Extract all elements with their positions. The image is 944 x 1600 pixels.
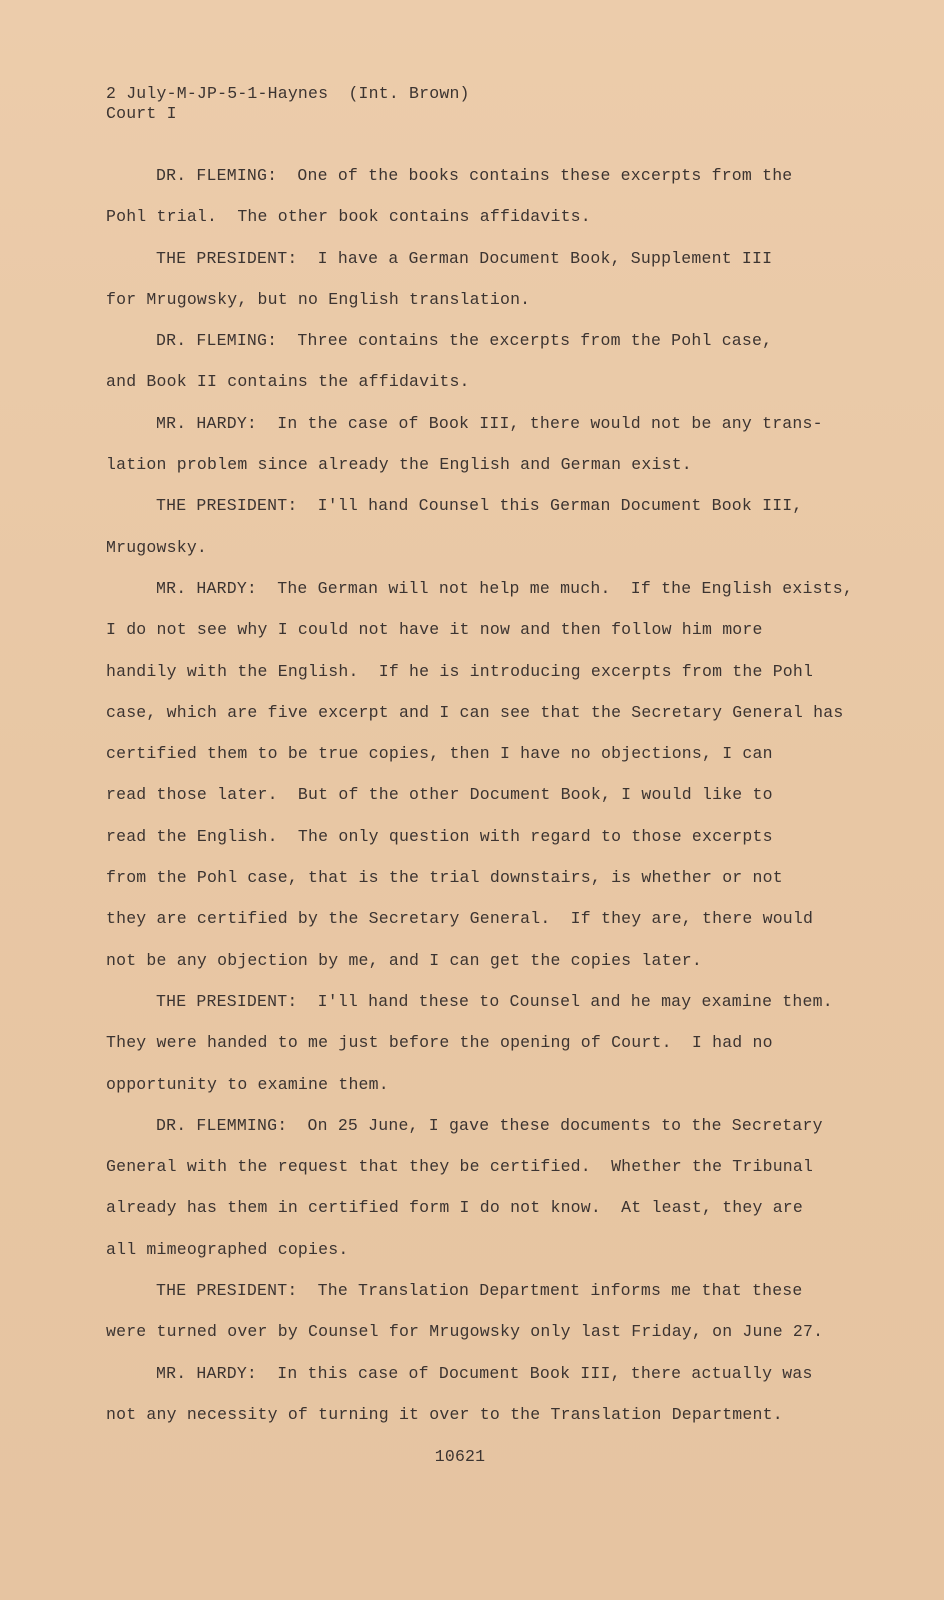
transcript-line: THE PRESIDENT: I'll hand Counsel this German Document Book III, [156,496,803,516]
transcript-line: read the English. The only question with regard to those excerpts [106,826,773,846]
transcript-line: already has them in certified form I do not know. At least, they are [106,1198,804,1218]
transcript-line: opportunity to examine them. [106,1074,389,1094]
transcript-line: not be any objection by me, and I can get the copies later. [106,950,702,970]
transcript-line: MR. HARDY: In the case of Book III, there would not be any trans- [156,413,823,433]
transcript-line: were turned over by Counsel for Mrugowsky only last Friday, on June 27. [106,1322,824,1342]
transcript-line: DR. FLEMMING: On 25 June, I gave these documents to the Secretary [156,1115,823,1135]
transcript-line: THE PRESIDENT: I'll hand these to Counsel and he may examine them. [156,991,833,1011]
transcript-line: General with the request that they be certified. Whether the Tribunal [106,1157,814,1177]
transcript-line: not any necessity of turning it over to the Translation Department. [106,1404,783,1424]
transcript-line: Pohl trial. The other book contains affidavits. [106,207,591,227]
transcript-line: all mimeographed copies. [106,1239,349,1259]
transcript-line: I do not see why I could not have it now and then follow him more [106,620,763,640]
transcript-line: DR. FLEMING: One of the books contains these excerpts from the [156,166,793,185]
document-header [106,84,470,124]
page-number: 10621 [434,1447,486,1466]
transcript-line: handily with the English. If he is introducing excerpts from the Pohl [106,661,814,681]
transcript-line: DR. FLEMING: Three contains the excerpts from the Pohl case, [156,331,773,351]
transcript-line: THE PRESIDENT: I have a German Document Book, Supplement III [156,248,773,268]
transcript-line: for Mrugowsky, but no English translation. [106,289,531,309]
transcript-line: case, which are five excerpt and I can see that the Secretary General has [106,702,844,722]
transcript-line: lation problem since already the English and German exist. [106,455,692,475]
header-court-line: Court I [106,104,177,123]
transcript-line: They were handed to me just before the opening of Court. I had no [106,1033,773,1053]
transcript-line: and Book II contains the affidavits. [106,372,470,392]
transcript-line: MR. HARDY: In this case of Document Book III, there actually was [156,1363,813,1383]
transcript-line: they are certified by the Secretary General. If they are, there would [106,909,814,929]
transcript-line: MR. HARDY: The German will not help me much. If the English exists, [156,578,854,598]
transcript-line: Mrugowsky. [106,537,208,557]
transcript-line: from the Pohl case, that is the trial downstairs, is whether or not [106,868,783,888]
header-session-line: 2 July-M-JP-5-1-Haynes (Int. Brown) [106,84,470,103]
transcript-line: read those later. But of the other Document Book, I would like to [106,785,773,805]
transcript-body [106,164,866,1444]
transcript-line: THE PRESIDENT: The Translation Department informs me that these [156,1281,803,1301]
transcript-line: certified them to be true copies, then I have no objections, I can [106,744,773,764]
